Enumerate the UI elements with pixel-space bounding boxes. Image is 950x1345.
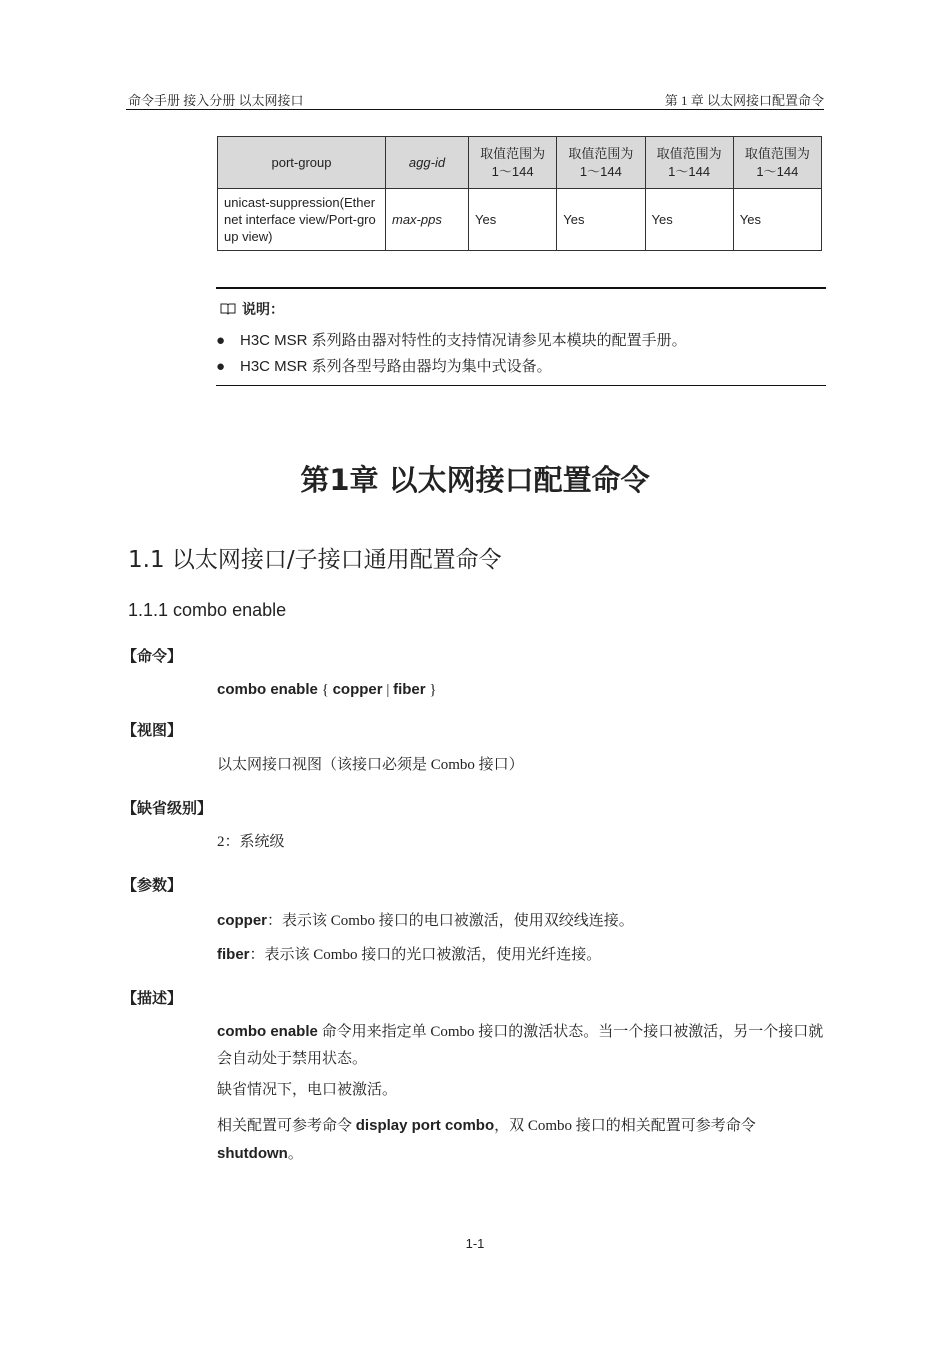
note-title-text: 说明： (242, 302, 284, 318)
desc-text: 。 (287, 1146, 303, 1162)
desc-paragraph: 缺省情况下，电口被激活。 (217, 1082, 398, 1098)
note-box (216, 287, 826, 386)
param-name: fiber (217, 946, 250, 963)
note-item (216, 355, 552, 376)
table-header-cell: port-group (218, 137, 386, 189)
desc-paragraph (217, 1018, 827, 1073)
table-cell: Yes (645, 189, 733, 251)
command-syntax (217, 676, 827, 704)
note-item-text: H3C MSR 系列各型号路由器均为集中式设备。 (240, 358, 552, 375)
header-right: 第 1 章 以太网接口配置命令 (664, 93, 824, 108)
desc-command: combo enable (217, 1023, 318, 1040)
command-option: fiber (393, 681, 426, 698)
param-text: ：表示该 Combo 接口的电口被激活，使用双绞线连接。 (267, 913, 634, 929)
header-left: 命令手册 接入分册 以太网接口 (128, 93, 304, 108)
table-cell: Yes (469, 189, 557, 251)
view-text: 以太网接口视图（该接口必须是 Combo 接口） (217, 757, 524, 773)
desc-command: shutdown (217, 1145, 288, 1162)
command-brace: } (425, 682, 437, 698)
table-cell: Yes (733, 189, 821, 251)
table-header-cell: 取值范围为 1～144 (645, 137, 733, 189)
table-cell: max-pps (386, 189, 469, 251)
command-separator: | (382, 682, 394, 698)
page-number: 1-1 (465, 1236, 485, 1251)
level-label: 【缺省级别】 (122, 799, 213, 817)
param-item (217, 907, 827, 935)
desc-text: 相关配置可参考命令 (217, 1118, 356, 1134)
table-cell: Yes (557, 189, 645, 251)
note-item-text: H3C MSR 系列路由器对特性的支持情况请参见本模块的配置手册。 (240, 332, 687, 349)
command-option: copper (332, 681, 383, 698)
table-cell: unicast-suppression(Ethernet interface view/Port-group view) (218, 189, 386, 251)
note-item (216, 329, 687, 350)
desc-text: 命令用来指定单 Combo 接口的激活状态。当一个接口被激活，另一个接口就会自动处于禁用状态。 (217, 1024, 824, 1067)
params-label: 【参数】 (122, 876, 183, 894)
command-brace: { (317, 682, 333, 698)
book-icon (220, 302, 236, 315)
param-item (217, 941, 827, 969)
table-header-row (218, 137, 822, 189)
table-row (218, 189, 822, 251)
note-title (220, 299, 284, 319)
command-label: 【命令】 (122, 647, 183, 665)
table-header-cell: 取值范围为 1～144 (469, 137, 557, 189)
table-header-cell: 取值范围为 1～144 (557, 137, 645, 189)
desc-label: 【描述】 (122, 989, 183, 1007)
command-keyword: combo enable (217, 681, 318, 698)
desc-text: ，双 Combo 接口的相关配置可参考命令 (494, 1118, 756, 1134)
subsection-title: 1.1.1 combo enable (128, 600, 287, 620)
section-title: 1.1 以太网接口/子接口通用配置命令 (128, 547, 502, 573)
bullet-icon: ● (216, 358, 226, 375)
param-name: copper (217, 912, 268, 929)
desc-paragraph (217, 1112, 827, 1168)
desc-command: display port combo (355, 1117, 495, 1134)
chapter-title: 第1章 以太网接口配置命令 (300, 463, 650, 497)
bullet-icon: ● (216, 332, 226, 349)
view-label: 【视图】 (122, 721, 183, 739)
level-text: 2：系统级 (217, 834, 285, 850)
header-rule (126, 109, 824, 110)
attribute-table (217, 136, 822, 251)
table-header-cell: agg-id (386, 137, 469, 189)
param-text: ：表示该 Combo 接口的光口被激活，使用光纤连接。 (249, 947, 602, 963)
table-header-cell: 取值范围为 1～144 (733, 137, 821, 189)
